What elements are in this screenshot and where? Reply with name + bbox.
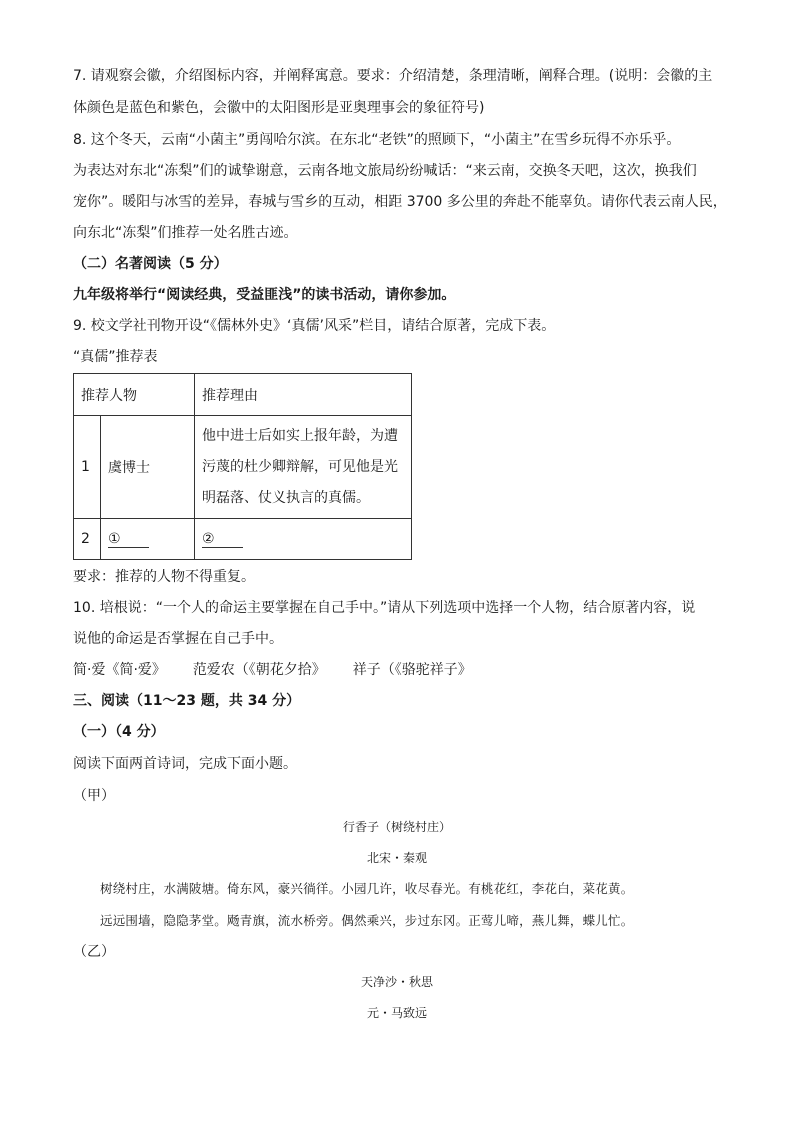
q7-line-2: 体颜色是蓝色和紫色，会徽中的太阳图形是亚奥理事会的象征符号) (73, 100, 485, 116)
table-header-row (74, 374, 412, 416)
q8-line-4: 向东北“冻梨”们推荐一处名胜古迹。 (73, 225, 298, 241)
row-person: 虞博士 (101, 416, 195, 519)
section3-intro: 阅读下面两首诗词，完成下面小题。 (73, 756, 297, 772)
option-xiangzi: 祥子（《骆驼祥子》 (352, 662, 472, 678)
option-jane-eyre: 简·爱《简·爱》 (73, 662, 166, 678)
section2-heading: （二）名著阅读（5 分） (73, 256, 228, 272)
poem-b-label: （乙） (73, 944, 115, 960)
poem-a-line-2: 远远围墙，隐隐茅堂。飏青旗，流水桥旁。偶然乘兴，步过东冈。正莺儿啼，燕儿舞，蝶儿忙。 (100, 913, 634, 928)
row-number: 2 (74, 519, 101, 560)
row-person-blank (101, 519, 195, 560)
header-person: 推荐人物 (74, 374, 195, 416)
poem-b-title: 天净沙・秋思 (360, 975, 433, 989)
poem-a-title: 行香子（树绕村庄） (342, 820, 451, 834)
header-reason: 推荐理由 (195, 374, 412, 416)
q8-line-2: 为表达对东北“冻梨”们的诚挚谢意，云南各地文旅局纷纷喊话：“来云南，交换冬天吧，这次，换我们 (73, 163, 697, 179)
q9-text: 9. 校文学社刊物开设“《儒林外史》‘真儒’风采”栏目，请结合原著，完成下表。 (73, 318, 556, 334)
answer-blank-2[interactable]: ② (202, 531, 243, 548)
q7-line-1: 7. 请观察会徽，介绍图标内容，并阐释寓意。要求：介绍清楚，条理清晰，阐释合理。(说明：会徽的主 (73, 68, 713, 84)
reason-line: 明磊落、仗义执言的真儒。 (202, 489, 370, 506)
poem-a-line-1: 树绕村庄，水满陂塘。倚东风，豪兴徜徉。小园几许，收尽春光。有桃花红，李花白，菜花黄。 (100, 881, 634, 896)
option-fan-ainong: 范爱农（《朝花夕拾》 (192, 662, 326, 678)
q9-table-title: “真儒”推荐表 (73, 349, 158, 365)
row-reason-blank (195, 519, 412, 560)
section3-heading: 三、阅读（11～23 题，共 34 分） (73, 693, 301, 709)
reason-line: 他中进士后如实上报年龄，为遭 (202, 427, 398, 444)
q8-line-1: 8. 这个冬天，云南“小菌主”勇闯哈尔滨。在东北“老铁”的照顾下，“小菌主”在雪乡玩得不亦乐乎。 (73, 132, 681, 148)
row-number: 1 (74, 416, 101, 519)
section3-sub: （一）（4 分） (73, 724, 165, 740)
q9-requirement: 要求：推荐的人物不得重复。 (73, 569, 255, 585)
answer-blank-1[interactable]: ① (108, 531, 149, 548)
q10-options (73, 660, 472, 680)
q8-line-3: 宠你”。暖阳与冰雪的差异，春城与雪乡的互动，相距 3700 多公里的奔赴不能辜负。请你代表云南人民， (73, 194, 727, 210)
table-row (74, 519, 412, 560)
q10-line-1: 10. 培根说：“一个人的命运主要掌握在自己手中。”请从下列选项中选择一个人物，结合原著内容，说 (73, 600, 696, 616)
poem-b-author: 元・马致远 (366, 1006, 427, 1020)
table-row (74, 416, 412, 519)
section2-intro: 九年级将举行“阅读经典，受益匪浅”的读书活动，请你参加。 (73, 287, 456, 303)
recommendation-table (73, 373, 412, 560)
q10-line-2: 说他的命运是否掌握在自己手中。 (73, 631, 283, 647)
poem-a-author: 北宋・秦观 (366, 851, 427, 865)
row-reason (195, 416, 412, 519)
reason-line: 污蔑的杜少卿辩解，可见他是光 (202, 458, 398, 475)
poem-a-label: （甲） (73, 788, 115, 804)
